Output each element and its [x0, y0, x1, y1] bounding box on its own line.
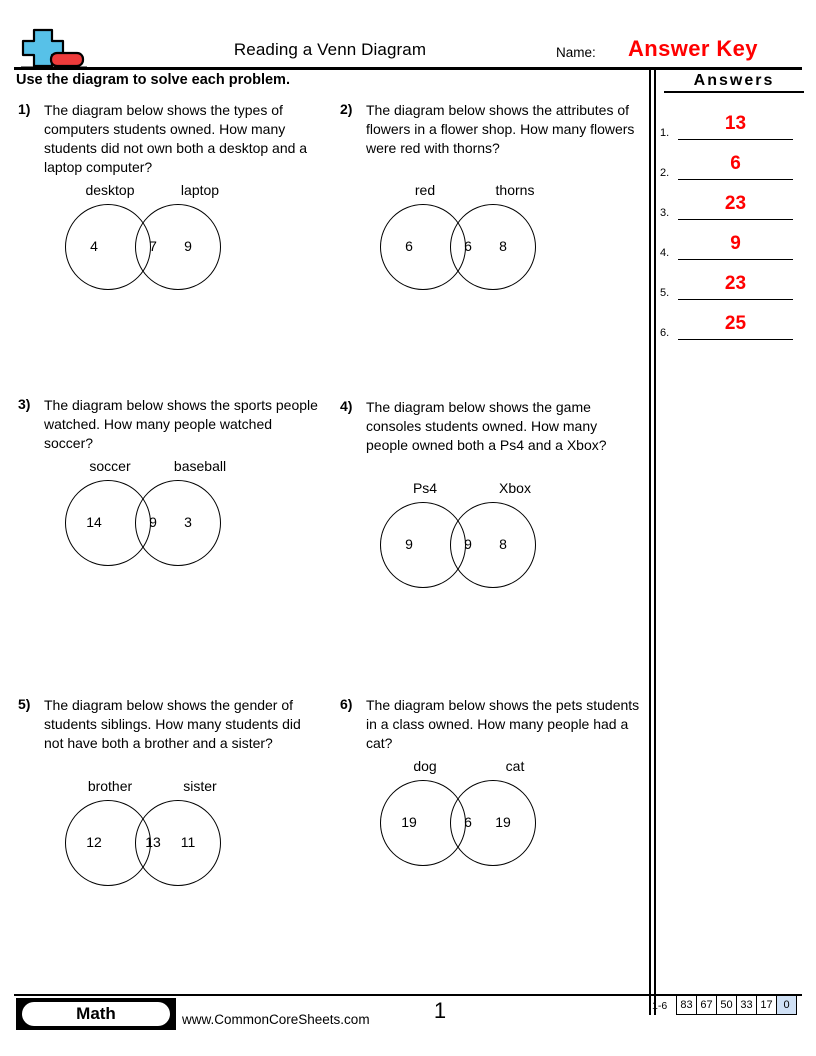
subject-badge-label: Math	[22, 1002, 170, 1026]
answer-key-stamp: Answer Key	[628, 36, 758, 61]
venn-center-value: 6	[464, 238, 472, 254]
answer-row	[660, 270, 800, 310]
answer-blank-line[interactable]	[678, 139, 793, 140]
venn-left-label: desktop	[85, 182, 135, 198]
problem-number: 4)	[340, 398, 353, 414]
page-header	[0, 0, 816, 68]
answer-row	[660, 310, 800, 350]
problem-text: The diagram below shows the attributes of flowers in a flower shop. How many flowers were red with thorns?	[366, 102, 635, 156]
answer-value: 13	[724, 113, 747, 134]
problem-text: The diagram below shows the gender of students siblings. How many students did not have both a brother and a sister?	[44, 697, 301, 751]
venn-center-value: 7	[149, 238, 157, 254]
venn-center-value: 13	[145, 834, 161, 850]
page-title: Reading a Venn Diagram	[233, 40, 427, 59]
site-url: www.CommonCoreSheets.com	[182, 1012, 370, 1027]
answer-row	[660, 190, 800, 230]
venn-left-label: red	[414, 182, 436, 198]
venn-left-label: brother	[87, 778, 133, 794]
venn-right-value: 19	[495, 814, 511, 830]
answer-number: 3.	[660, 207, 670, 219]
venn-left-value: 19	[401, 814, 417, 830]
venn-right-value: 11	[180, 834, 196, 850]
venn-diagram-4	[375, 480, 605, 610]
problem-text: The diagram below shows the game consoles students owned. How many people owned both a Ps4 and a Xbox?	[366, 399, 607, 453]
answer-number: 5.	[660, 287, 670, 299]
plus-minus-logo-icon	[18, 26, 90, 70]
answers-panel-title: Answers	[664, 72, 804, 93]
answer-value: 23	[724, 273, 747, 294]
venn-left-value: 9	[405, 536, 413, 552]
problem-number: 6)	[340, 696, 353, 712]
venn-left-label: soccer	[89, 458, 131, 474]
venn-right-value: 9	[184, 238, 192, 254]
venn-diagram-5	[60, 778, 290, 908]
score-cell: 67	[697, 996, 717, 1014]
venn-diagram-2	[375, 182, 605, 312]
answer-number: 2.	[660, 167, 670, 179]
problem-number: 2)	[340, 101, 353, 117]
answer-blank-line[interactable]	[678, 259, 793, 260]
venn-center-value: 9	[149, 514, 157, 530]
venn-diagram-1	[60, 182, 290, 312]
venn-diagram-3	[60, 458, 290, 588]
instructions-text: Use the diagram to solve each problem.	[16, 72, 290, 88]
score-cell: 50	[717, 996, 737, 1014]
answer-row	[660, 110, 800, 150]
answer-number: 4.	[660, 247, 670, 259]
column-divider-outer	[649, 67, 651, 1015]
answer-blank-line[interactable]	[678, 179, 793, 180]
venn-left-value: 14	[86, 514, 102, 530]
answer-value: 6	[730, 153, 741, 174]
problem-text: The diagram below shows the types of computers students owned. How many students did not own both a desktop and a laptop computer?	[44, 102, 308, 175]
problem-text: The diagram below shows the pets students in a class owned. How many people had a cat?	[366, 697, 640, 751]
answer-value: 9	[730, 233, 741, 254]
header-divider	[14, 67, 802, 70]
answer-number: 6.	[660, 327, 670, 339]
venn-left-value: 6	[405, 238, 413, 254]
answer-blank-line[interactable]	[678, 219, 793, 220]
answer-number: 1.	[660, 127, 670, 139]
venn-right-label: laptop	[180, 182, 220, 198]
answer-blank-line[interactable]	[678, 299, 793, 300]
venn-left-value: 4	[90, 238, 98, 254]
score-scale	[676, 995, 797, 1015]
venn-left-value: 12	[86, 834, 102, 850]
venn-left-label: Ps4	[412, 480, 438, 496]
score-cell: 17	[757, 996, 777, 1014]
answer-row	[660, 230, 800, 270]
venn-right-label: thorns	[495, 182, 535, 198]
score-cell: 83	[677, 996, 697, 1014]
answer-row	[660, 150, 800, 190]
score-cell: 33	[737, 996, 757, 1014]
venn-center-value: 9	[464, 536, 472, 552]
answer-blank-line[interactable]	[678, 339, 793, 340]
problem-number: 1)	[18, 101, 31, 117]
page-number: 1	[433, 998, 447, 1023]
venn-right-label: Xbox	[499, 480, 531, 496]
venn-center-value: 6	[464, 814, 472, 830]
venn-right-label: sister	[183, 778, 217, 794]
problem-text: The diagram below shows the sports people watched. How many people watched soccer?	[44, 397, 318, 451]
venn-left-label: dog	[413, 758, 437, 774]
column-divider-inner	[654, 67, 656, 1015]
problem-number: 5)	[18, 696, 31, 712]
venn-right-value: 3	[184, 514, 192, 530]
problem-number: 3)	[18, 396, 31, 412]
venn-right-label: cat	[505, 758, 525, 774]
score-range-label: 1-6	[652, 1000, 668, 1012]
score-cell-highlighted: 0	[777, 996, 796, 1014]
name-label: Name:	[556, 45, 596, 60]
answer-value: 23	[724, 193, 747, 214]
answer-value: 25	[724, 313, 747, 334]
venn-right-value: 8	[499, 238, 507, 254]
venn-right-label: baseball	[173, 458, 227, 474]
venn-diagram-6	[375, 758, 605, 888]
subject-badge	[16, 998, 176, 1030]
venn-right-value: 8	[499, 536, 507, 552]
